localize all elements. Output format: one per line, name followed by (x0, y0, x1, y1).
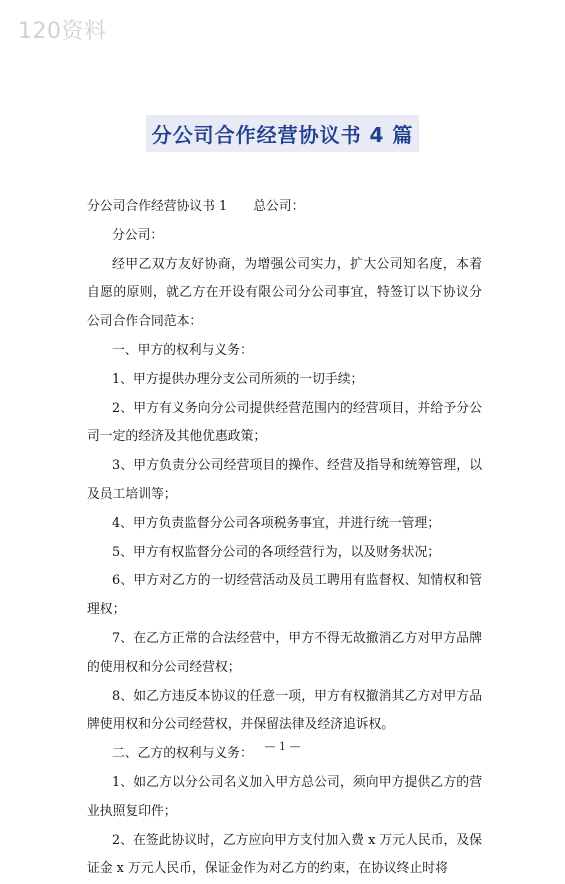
paragraph: 2、在签此协议时，乙方应向甲方支付加入费 x 万元人民币，及保证金 x 万元人民币，保证金作为对乙方的约束，在协议终止时将 (87, 832, 482, 877)
paragraph: 7、在乙方正常的合法经营中，甲方不得无故撤消乙方对甲方品牌的使用权和分公司经营权； (87, 630, 482, 675)
paragraph: 一、甲方的权利与义务： (112, 342, 253, 358)
paragraph: 分公司： (112, 227, 164, 243)
paragraph: 二、乙方的权利与义务： (112, 746, 253, 762)
paragraph: 经甲乙双方友好协商，为增强公司实力，扩大公司知名度，本着自愿的原则，就乙方在开设有限公司分公司事宜，特签订以下协议分公司合作合同范本： (87, 256, 482, 330)
watermark: 120资料 (18, 19, 107, 44)
paragraph: 5、甲方有权监督分公司的各项经营行为，以及财务状况； (112, 544, 441, 560)
section-heading (87, 193, 482, 222)
heading-right: 总公司： (253, 199, 305, 214)
page-number: — 1 — (264, 740, 301, 753)
paragraph: 2、甲方有义务向分公司提供经营范围内的经营项目，并给予分公司一定的经济及其他优惠政策； (87, 400, 482, 445)
paragraph: 4、甲方负责监督分公司各项税务事宜，并进行统一管理； (112, 515, 441, 531)
title-text: 分公司合作经营协议书 4 篇 (146, 115, 420, 152)
heading-left: 分公司合作经营协议书 1 (87, 199, 228, 214)
paragraph: 1、甲方提供办理分支公司所须的一切手续； (112, 371, 364, 387)
paragraph: 8、如乙方违反本协议的任意一项，甲方有权撤消其乙方对甲方品牌使用权和分公司经营权，并保留法律及经济追诉权。 (87, 688, 482, 733)
paragraph: 6、甲方对乙方的一切经营活动及员工聘用有监督权、知情权和管理权； (87, 573, 482, 618)
document-title (0, 115, 565, 152)
paragraph: 3、甲方负责分公司经营项目的操作、经营及指导和统筹管理，以及员工培训等； (87, 458, 482, 502)
paragraph: 1、如乙方以分公司名义加入甲方总公司，须向甲方提供乙方的营业执照复印件； (87, 774, 482, 819)
document-body (87, 193, 482, 884)
